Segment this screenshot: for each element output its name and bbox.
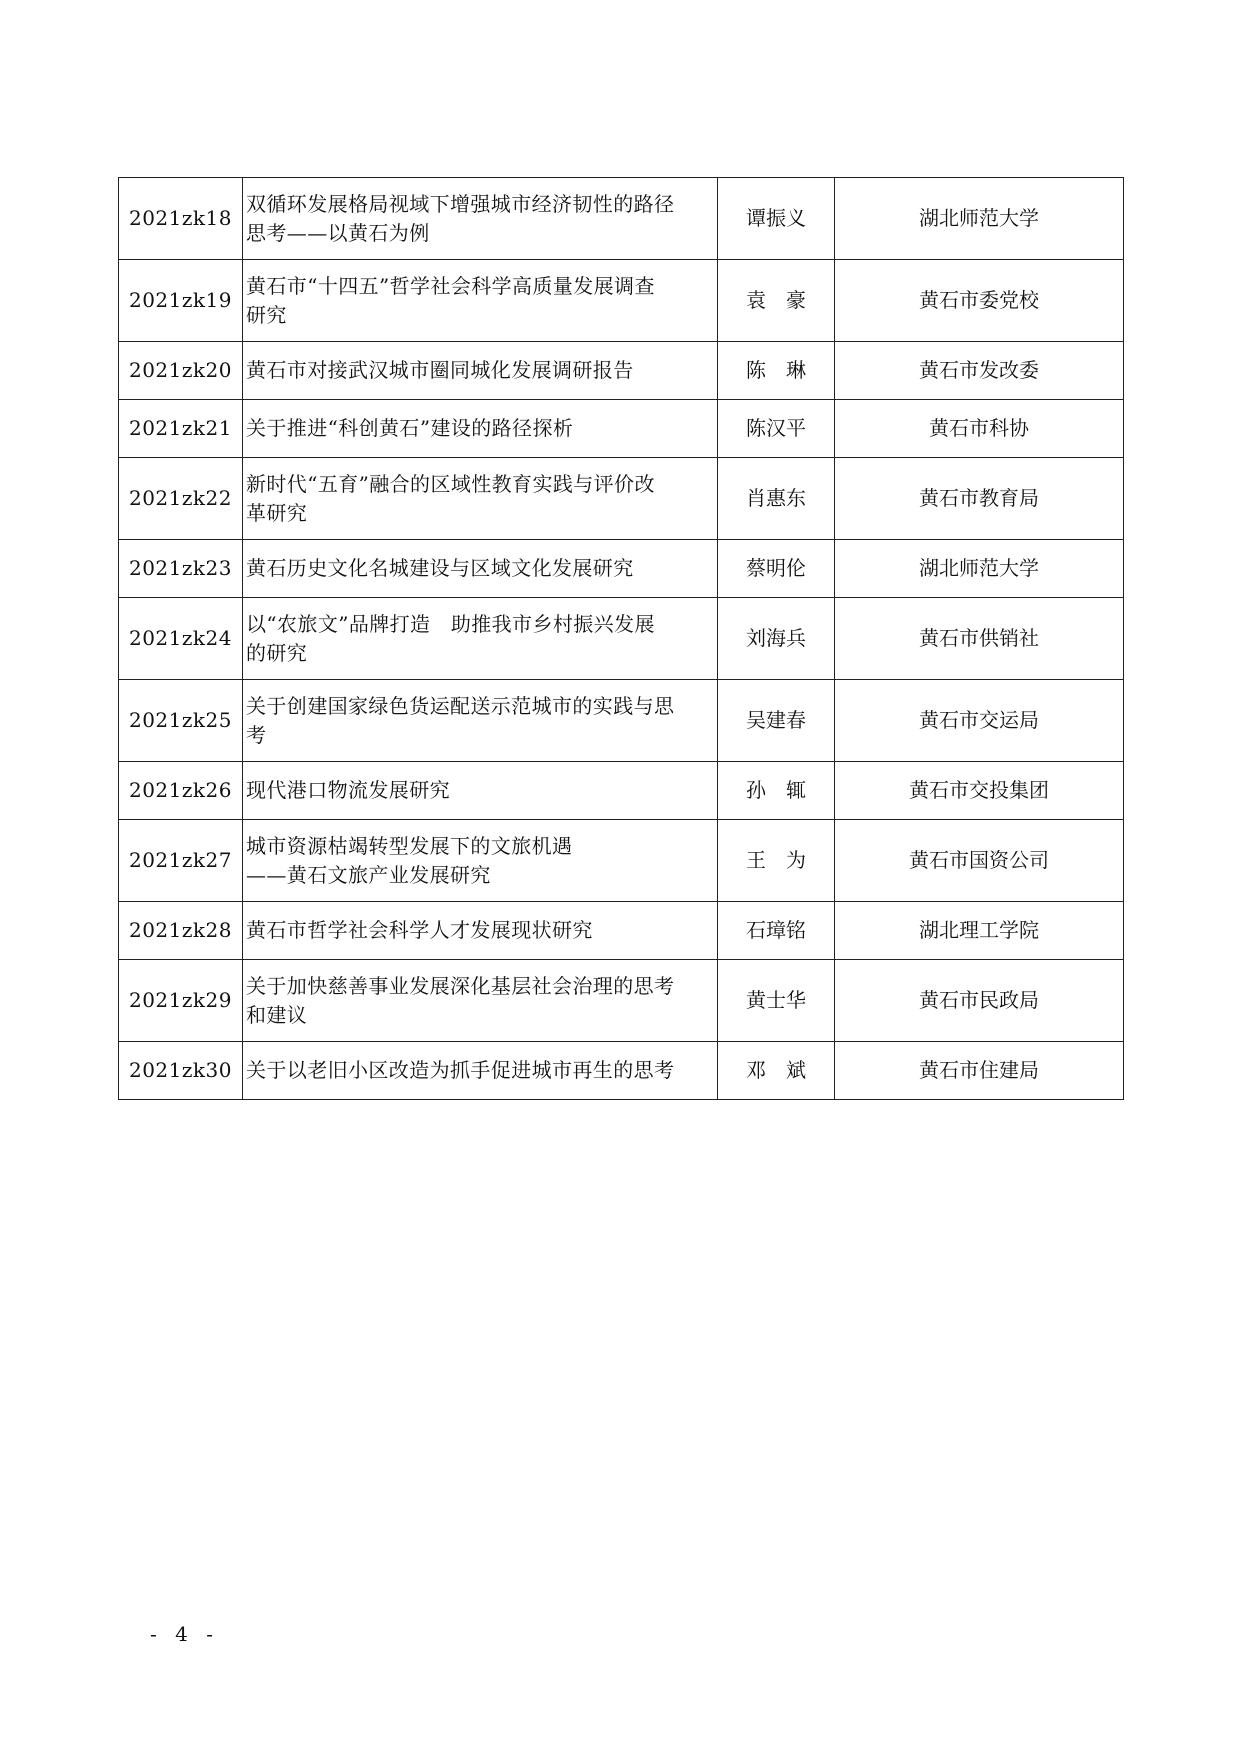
project-title-line: 关于推进“科创黄石”建设的路径探析 xyxy=(246,416,574,440)
project-title-cell xyxy=(243,598,718,680)
table-row xyxy=(119,342,1124,400)
project-org-cell: 湖北理工学院 xyxy=(835,902,1124,960)
project-org-cell: 黄石市交运局 xyxy=(835,680,1124,762)
project-author-cell: 王 为 xyxy=(718,820,835,902)
project-table-container xyxy=(118,177,1124,1100)
project-org-cell: 湖北师范大学 xyxy=(835,178,1124,260)
project-title-cell xyxy=(243,260,718,342)
project-org-cell: 黄石市发改委 xyxy=(835,342,1124,400)
project-id-cell: 2021zk30 xyxy=(119,1042,243,1100)
project-author-cell: 石璋铭 xyxy=(718,902,835,960)
project-id-cell: 2021zk24 xyxy=(119,598,243,680)
project-org-cell: 湖北师范大学 xyxy=(835,540,1124,598)
project-title-cell xyxy=(243,458,718,540)
project-id-cell: 2021zk19 xyxy=(119,260,243,342)
project-title-line: 黄石市哲学社会科学人才发展现状研究 xyxy=(246,918,593,942)
page-number: - 4 - xyxy=(150,1622,219,1646)
table-row xyxy=(119,540,1124,598)
project-title-line: ——黄石文旅产业发展研究 xyxy=(246,862,491,887)
project-id-cell: 2021zk21 xyxy=(119,400,243,458)
table-row xyxy=(119,820,1124,902)
project-id-cell: 2021zk26 xyxy=(119,762,243,820)
project-title-line: 关于创建国家绿色货运配送示范城市的实践与思 xyxy=(246,693,675,718)
project-title-line: 新时代“五育”融合的区域性教育实践与评价改 xyxy=(246,471,655,496)
project-title-line: 考 xyxy=(246,722,267,747)
project-id-cell: 2021zk22 xyxy=(119,458,243,540)
project-org-cell: 黄石市国资公司 xyxy=(835,820,1124,902)
project-title-cell xyxy=(243,178,718,260)
project-author-cell: 肖惠东 xyxy=(718,458,835,540)
project-title-line: 和建议 xyxy=(246,1002,308,1027)
project-org-cell: 黄石市委党校 xyxy=(835,260,1124,342)
project-title-cell xyxy=(243,1042,718,1100)
project-title-cell xyxy=(243,960,718,1042)
project-list-table xyxy=(118,177,1124,1100)
project-title-line: 关于以老旧小区改造为抓手促进城市再生的思考 xyxy=(246,1058,675,1082)
project-id-cell: 2021zk28 xyxy=(119,902,243,960)
table-row xyxy=(119,902,1124,960)
project-title-cell xyxy=(243,680,718,762)
table-row xyxy=(119,762,1124,820)
project-title-line: 的研究 xyxy=(246,640,308,665)
project-author-cell: 孙 辄 xyxy=(718,762,835,820)
project-author-cell: 袁 豪 xyxy=(718,260,835,342)
table-row xyxy=(119,680,1124,762)
project-title-line: 黄石市“十四五”哲学社会科学高质量发展调查 xyxy=(246,273,655,298)
project-author-cell: 陈汉平 xyxy=(718,400,835,458)
project-title-line: 关于加快慈善事业发展深化基层社会治理的思考 xyxy=(246,973,675,998)
project-title-line: 黄石市对接武汉城市圈同城化发展调研报告 xyxy=(246,358,634,382)
project-author-cell: 蔡明伦 xyxy=(718,540,835,598)
project-org-cell: 黄石市民政局 xyxy=(835,960,1124,1042)
project-org-cell: 黄石市交投集团 xyxy=(835,762,1124,820)
table-row xyxy=(119,260,1124,342)
table-row xyxy=(119,400,1124,458)
project-title-line: 以“农旅文”品牌打造 助推我市乡村振兴发展 xyxy=(246,611,655,636)
project-title-cell xyxy=(243,540,718,598)
project-author-cell: 黄士华 xyxy=(718,960,835,1042)
project-title-line: 城市资源枯竭转型发展下的文旅机遇 xyxy=(246,833,573,858)
project-id-cell: 2021zk27 xyxy=(119,820,243,902)
table-row xyxy=(119,178,1124,260)
project-title-line: 现代港口物流发展研究 xyxy=(246,778,450,802)
project-title-cell xyxy=(243,820,718,902)
project-title-cell xyxy=(243,762,718,820)
project-id-cell: 2021zk25 xyxy=(119,680,243,762)
table-row xyxy=(119,960,1124,1042)
project-org-cell: 黄石市住建局 xyxy=(835,1042,1124,1100)
project-title-line: 思考——以黄石为例 xyxy=(246,220,430,245)
project-title-cell xyxy=(243,400,718,458)
project-title-line: 双循环发展格局视域下增强城市经济韧性的路径 xyxy=(246,191,675,216)
project-id-cell: 2021zk29 xyxy=(119,960,243,1042)
project-title-cell xyxy=(243,342,718,400)
project-org-cell: 黄石市科协 xyxy=(835,400,1124,458)
table-row xyxy=(119,458,1124,540)
table-row xyxy=(119,598,1124,680)
project-id-cell: 2021zk23 xyxy=(119,540,243,598)
project-author-cell: 邓 斌 xyxy=(718,1042,835,1100)
project-title-line: 革研究 xyxy=(246,500,308,525)
project-org-cell: 黄石市供销社 xyxy=(835,598,1124,680)
project-author-cell: 谭振义 xyxy=(718,178,835,260)
table-row xyxy=(119,1042,1124,1100)
project-id-cell: 2021zk20 xyxy=(119,342,243,400)
project-org-cell: 黄石市教育局 xyxy=(835,458,1124,540)
project-author-cell: 陈 琳 xyxy=(718,342,835,400)
project-id-cell: 2021zk18 xyxy=(119,178,243,260)
project-title-line: 黄石历史文化名城建设与区域文化发展研究 xyxy=(246,556,634,580)
project-table-body xyxy=(119,178,1124,1100)
project-author-cell: 刘海兵 xyxy=(718,598,835,680)
project-author-cell: 吴建春 xyxy=(718,680,835,762)
project-title-cell xyxy=(243,902,718,960)
project-title-line: 研究 xyxy=(246,302,287,327)
